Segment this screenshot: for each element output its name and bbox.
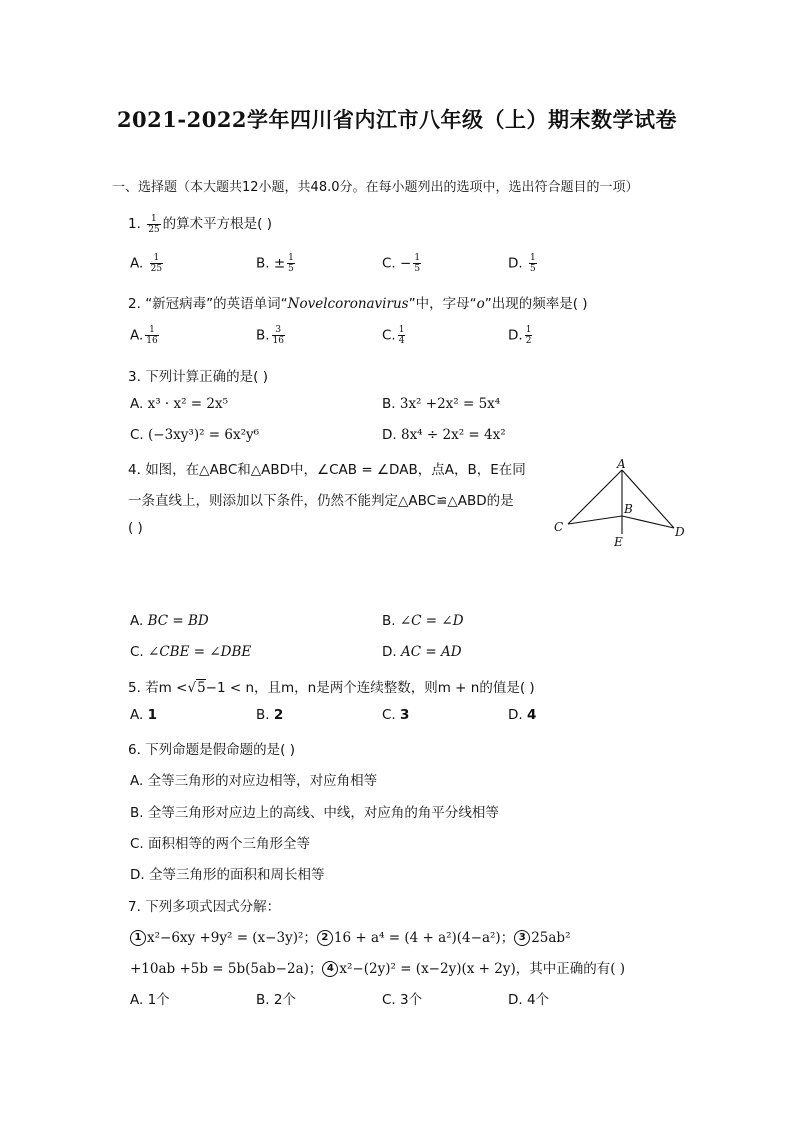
q1-option-a[interactable]: A. $\frac{1}{25}$ xyxy=(130,253,163,274)
q7-option-c[interactable]: C. 3个 xyxy=(382,992,423,1008)
question-7-line-2: 1 x²−6xy +9y² = (x−3y)²； 2 16 + a⁴ = (4 + a²)(4−a²)； 3 25ab² xyxy=(130,926,570,946)
question-5: 5. 若m <√5−1 < n，且m，n是两个连续整数，则m + n的值是( ) xyxy=(128,680,535,696)
q6-option-a[interactable]: A. 全等三角形的对应边相等，对应角相等 xyxy=(130,773,378,789)
q5-option-b[interactable]: B. 2 xyxy=(256,707,284,723)
question-6: 6. 下列命题是假命题的是( ) xyxy=(128,742,296,758)
q4-option-d[interactable]: D. AC = AD xyxy=(382,644,462,660)
question-2: 2. “新冠病毒”的英语单词“Novelcoronavirus”中，字母“o”出现的频率是( ) xyxy=(128,296,588,312)
point-c-label: C xyxy=(554,520,564,534)
page-title: 2021-2022学年四川省内江市八年级（上）期末数学试卷 xyxy=(116,107,678,132)
q4-option-b[interactable]: B. ∠C = ∠D xyxy=(382,613,464,629)
segment-ad xyxy=(622,470,674,528)
question-4-line-3: ( ) xyxy=(128,520,143,536)
point-d-label: D xyxy=(675,525,685,539)
q1-option-c[interactable]: C. − $\frac{1}{5}$ xyxy=(382,253,421,274)
q7-option-d[interactable]: D. 4个 xyxy=(508,992,550,1008)
segment-bd xyxy=(622,516,674,528)
q6-option-c[interactable]: C. 面积相等的两个三角形全等 xyxy=(130,836,311,852)
q2-option-a[interactable]: A. $\frac{1}{16}$ xyxy=(130,325,158,346)
q3-option-c[interactable]: C. (−3xy³)² = 6x²y⁶ xyxy=(130,427,260,443)
q1-option-b[interactable]: B. ± $\frac{1}{5}$ xyxy=(256,253,294,274)
q2-option-c[interactable]: C. $\frac{1}{4}$ xyxy=(382,325,405,346)
segment-cb xyxy=(568,516,622,524)
q4-option-a[interactable]: A. BC = BD xyxy=(130,613,209,629)
q1-option-d[interactable]: D. $\frac{1}{5}$ xyxy=(508,253,536,274)
circled-number: 2 xyxy=(317,930,333,946)
q4-option-c[interactable]: C. ∠CBE = ∠DBE xyxy=(130,644,252,660)
question-7-line-3: +10ab +5b = 5b(5ab−2a)； 4 x²−(2y)² = (x−2y)(x + 2y)，其中正确的有( ) xyxy=(130,961,626,977)
question-7: 7. 下列多项式因式分解： xyxy=(128,899,281,915)
question-4-line-2: 一条直线上，则添加以下条件，仍然不能判定△ABC≌△ABD的是 xyxy=(128,493,514,509)
question-number: 1. xyxy=(128,216,141,232)
q7-option-a[interactable]: A. 1个 xyxy=(130,992,170,1008)
question-3: 3. 下列计算正确的是( ) xyxy=(128,369,269,385)
q3-option-b[interactable]: B. 3x² +2x² = 5x⁴ xyxy=(382,396,501,412)
q5-option-d[interactable]: D. 4 xyxy=(508,707,537,723)
circled-number: 3 xyxy=(514,930,530,946)
section-heading: 一、选择题（本大题共12小题，共48.0分。在每小题列出的选项中，选出符合题目的一项） xyxy=(112,180,639,195)
q3-option-a[interactable]: A. x³ · x² = 2x⁵ xyxy=(130,396,229,412)
sqrt-radicand: 5 xyxy=(197,680,206,696)
q3-option-d[interactable]: D. 8x⁴ ÷ 2x² = 4x² xyxy=(382,427,506,443)
q2-option-d[interactable]: D. $\frac{1}{2}$ xyxy=(508,325,532,346)
point-a-label: A xyxy=(617,458,626,471)
point-e-label: E xyxy=(614,535,623,549)
point-b-label: B xyxy=(624,502,633,516)
q6-option-d[interactable]: D. 全等三角形的面积和周长相等 xyxy=(130,867,325,883)
fraction: $\frac{1}{25}$ xyxy=(148,213,160,235)
q5-option-c[interactable]: C. 3 xyxy=(382,707,410,723)
q6-option-b[interactable]: B. 全等三角形对应边上的高线、中线，对应角的角平分线相等 xyxy=(130,805,499,821)
question-4-line-1: 4. 如图，在△ABC和△ABD中，∠CAB = ∠DAB，点A，B，E在同 xyxy=(128,462,526,478)
q5-option-a[interactable]: A. 1 xyxy=(130,707,157,723)
q2-option-b[interactable]: B. $\frac{3}{16}$ xyxy=(256,325,285,346)
segment-ac xyxy=(568,470,622,524)
question-1 xyxy=(128,212,272,235)
question-stem: 的算术平方根是( ) xyxy=(162,216,272,232)
circled-number: 1 xyxy=(130,930,146,946)
triangle-figure xyxy=(548,458,698,552)
q7-option-b[interactable]: B. 2个 xyxy=(256,992,296,1008)
circled-number: 4 xyxy=(322,961,338,977)
